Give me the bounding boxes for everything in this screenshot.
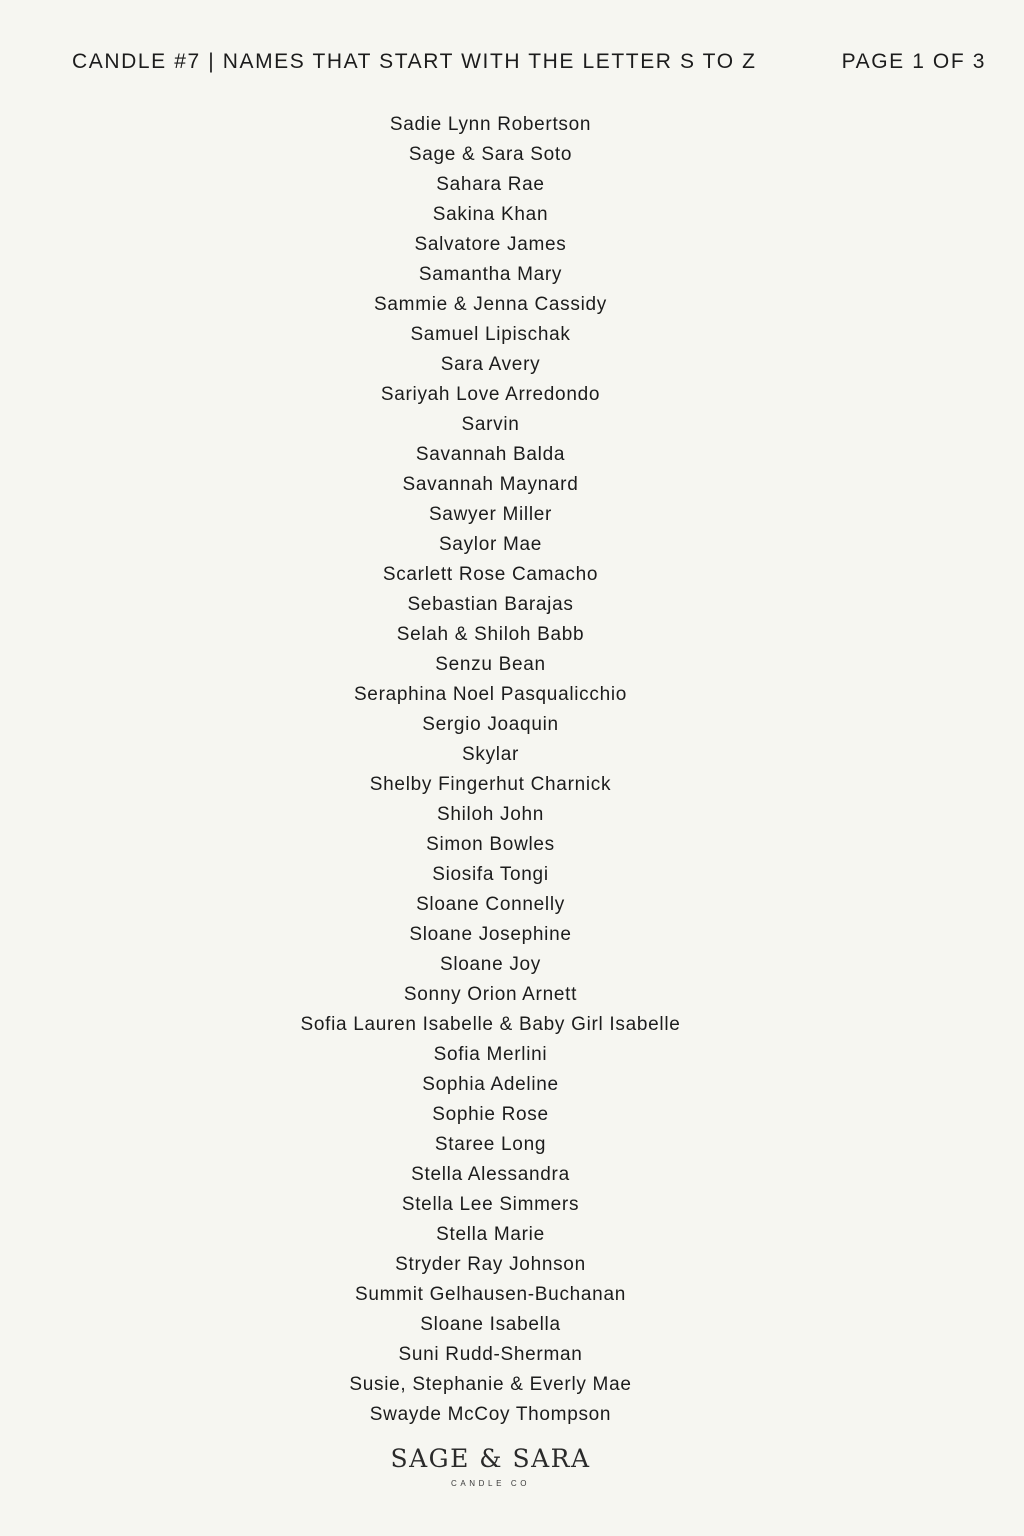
list-item: Stella Lee Simmers [401,1194,580,1215]
list-item: Sariyah Love Arredondo [380,384,601,405]
list-item: Seraphina Noel Pasqualicchio [353,684,628,705]
logo-wordmark: SAGE & SARA [390,1444,591,1473]
list-item: Stryder Ray Johnson [395,1254,586,1275]
list-item: Senzu Bean [435,654,546,675]
list-item: Suni Rudd-Sherman [398,1344,583,1365]
names-list [0,110,981,1430]
list-item: Sofia Merlini [433,1044,548,1065]
list-item: Sofia Lauren Isabelle & Baby Girl Isabelle [300,1014,681,1035]
list-item: Scarlett Rose Camacho [382,564,599,585]
list-item: Siosifa Tongi [432,864,549,885]
logo-subtitle: CANDLE CO [450,1479,531,1488]
list-item: Skylar [462,744,519,765]
list-item: Shelby Fingerhut Charnick [369,774,612,795]
list-item: Sebastian Barajas [407,594,574,615]
list-item: Sloane Isabella [420,1314,561,1335]
list-item: Sloane Connelly [416,894,565,915]
list-item: Sophie Rose [432,1104,549,1125]
list-item: Saylor Mae [438,534,543,555]
list-item: Sammie & Jenna Cassidy [374,294,607,315]
list-item: Sakina Khan [432,204,549,225]
list-item: Sawyer Miller [428,504,553,525]
list-item: Selah & Shiloh Babb [396,624,585,645]
list-item: Stella Marie [436,1224,545,1245]
list-item: Shiloh John [437,804,544,825]
page-title: CANDLE #7 | NAMES THAT START WITH THE LETTER S TO Z [72,50,757,73]
list-item: Sahara Rae [436,174,545,195]
list-item: Sara Avery [440,354,541,375]
list-item: Sonny Orion Arnett [403,984,578,1005]
list-item: Salvatore James [414,234,567,255]
list-item: Susie, Stephanie & Everly Mae [349,1374,632,1395]
list-item: Sophia Adeline [422,1074,559,1095]
brand-logo [0,1442,981,1490]
list-item: Swayde McCoy Thompson [369,1404,612,1425]
list-item: Savannah Maynard [402,474,579,495]
list-item: Stella Alessandra [411,1164,570,1185]
page-number: PAGE 1 OF 3 [841,50,986,73]
list-item: Savannah Balda [415,444,566,465]
list-item: Samantha Mary [418,264,563,285]
list-item: Summit Gelhausen-Buchanan [355,1284,626,1305]
list-item: Samuel Lipischak [410,324,571,345]
list-item: Staree Long [434,1134,547,1155]
list-item: Simon Bowles [426,834,555,855]
list-item: Sage & Sara Soto [408,144,573,165]
list-item: Sadie Lynn Robertson [389,114,592,135]
list-item: Sloane Joy [439,954,541,975]
list-item: Sarvin [461,414,520,435]
list-item: Sergio Joaquin [422,714,559,735]
list-item: Sloane Josephine [409,924,572,945]
